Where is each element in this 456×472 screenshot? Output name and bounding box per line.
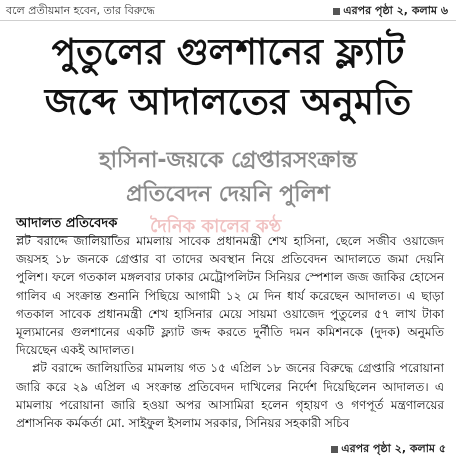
subheadline-line-1: হাসিনা-জয়কে গ্রেপ্তারসংক্রান্ত [99, 148, 357, 173]
article-paragraph-1: প্লট বরাদ্দে জালিয়াতির মামলায় সাবেক প্রধানমন্ত্রী শেখ হাসিনা, ছেলে সজীব ওয়াজেদ জয়সহ ১৮ জনকে গ্রেপ্তার বা তাদের অবস্থান নিয়ে প্রতিবেদন আদালতে জমা দেয়নি পুলিশ। ফলে গতকাল মঙ্গলবার ঢাকার মেট্রোপলিটন সিনিয়র স্পেশাল জজ জাকির হোসেন গালিব এ সংক্রান্ত শুনানি পিছিয়ে আগামী ১২ মে দিন ধার্য করেছেন আদালত। এ ছাড়া গতকাল সাবেক প্রধানমন্ত্রী শেখ হাসিনার মেয়ে সায়মা ওয়াজেদ পুতুলের ৫৭ লাখ টাকা মূল্যমানের গুলশানের একটি ফ্ল্যাট জব্দ করতে দুর্নীতি দমন কমিশনকে (দুদক) অনুমতি দিয়েছেন একই আদালত। [16, 234, 444, 358]
continued-on-label [331, 440, 446, 459]
headline-line-1: পুতুলের গুলশানের ফ্ল্যাট [51, 32, 405, 73]
continued-on-text: এরপর পৃষ্ঠা ২, কলাম ৫ [341, 442, 446, 455]
square-bullet-icon [331, 446, 338, 453]
subheadline [8, 144, 448, 212]
article-paragraph-2: প্লট বরাদ্দে জালিয়াতির মামলায় গত ১৫ এপ্রিল ১৮ জনের বিরুদ্ধে গ্রেপ্তারি পরোয়ানা জারি করে ২৯ এপ্রিল এ সংক্রান্ত প্রতিবেদন দাখিলের নির্দেশ দিয়েছিলেন আদালত। এ মামলায় পরোয়ানা জারি হওয়া অপর আসামিরা হলেন গৃহায়ণ ও গণপূর্ত মন্ত্রণালয়ের প্রশাসনিক কর্মকর্তা মো. সাইফুল ইসলাম সরকার, সিনিয়র সহকারী সচিব [16, 361, 444, 431]
byline: আদালত প্রতিবেদক [16, 214, 117, 237]
headline-line-2: জব্দে আদালতের অনুমতি [44, 82, 412, 123]
article-body [16, 232, 444, 432]
previous-article-jump-text: এরপর পৃষ্ঠা ২, কলাম ৬ [343, 4, 448, 17]
square-bullet-icon [333, 8, 340, 15]
newspaper-watermark: দৈনিক কালের কণ্ঠ [150, 216, 282, 237]
previous-article-strip [0, 0, 456, 21]
previous-article-jump [333, 2, 448, 21]
subheadline-line-2: প্রতিবেদন দেয়নি পুলিশ [126, 182, 330, 207]
headline [8, 28, 448, 128]
previous-article-tail: বলে প্রতীয়মান হবেন, তার বিরুদ্ধে [6, 4, 155, 17]
